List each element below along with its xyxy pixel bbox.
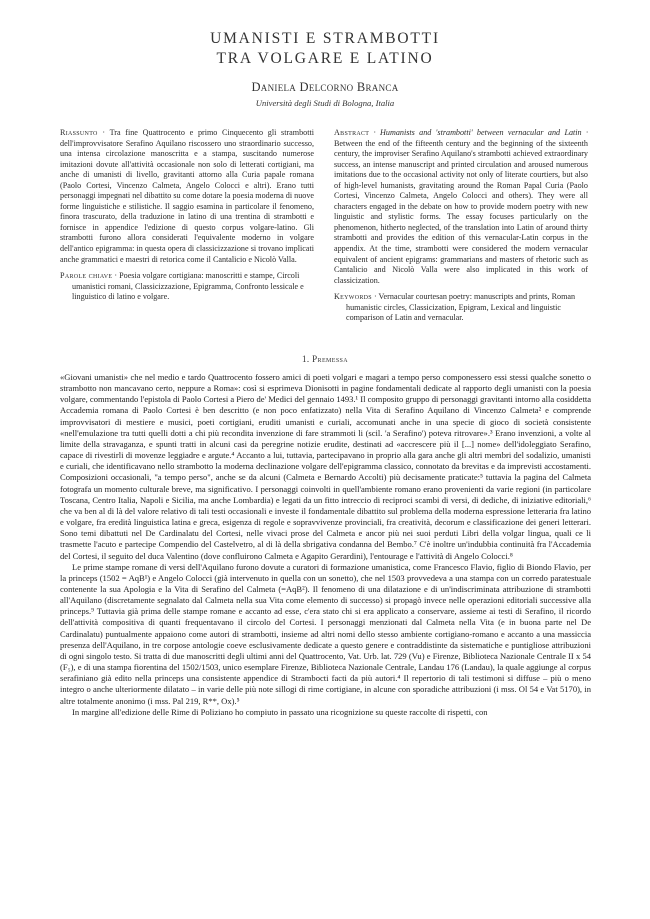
parole-chiave-label: Parole chiave bbox=[60, 271, 113, 281]
parole-chiave-paragraph bbox=[60, 271, 314, 303]
abstract-paragraph bbox=[334, 128, 588, 286]
keywords-text: · Vernacular courtesan poetry: manuscripts and prints, Roman humanistic circles, Classicization, Epigram, Lexical and linguistic comparison of Latin and vernacular. bbox=[346, 292, 576, 323]
body-paragraph-2: Le prime stampe romane di versi dell'Aquilano furono dovute a curatori di formazione umanistica, come Francesco Flavio, figlio di Biondo Flavio, per la princeps (1502 = AqB¹) e Angelo Colocci (già intervenuto in quella con un sonetto), che nel 1503 provvedeva a una stampa con un corredo paratestuale contenente la sua Apologia e la Vita di Serafino del Calmeta (=AqB²). Il fenomeno di una dilatazione e di un'indiscriminata attribuzione di strambotti all'Aquilano (discretamente segnalato dal Calmeta nella sua Vita come elemento di successo) si propagò invece nelle operazioni editoriali successive alla princeps.⁹ Tuttavia già prima delle stampe romane e accanto ad esse, c'era stato chi si era applicato a conservare, assieme ai testi di Serafino, il ricordo dell'attività compositiva di quanti frequentavano il circolo del Cortesi. I personaggi menzionati dal Calmeta nella Vita (e in buona parte nel De Cardinalatu) puntualmente appaiono come autori di strambotti, insieme ad altri nomi dello stesso ambiente cortigiano-romano e accanto a una massiccia presenza dell'Aquilano, in tre corpose antologie coeve esclusivamente dedicate a questo genere e contraddistinte da sistematiche e puntigliose attribuzioni di ogni singolo testo. Si tratta di due manoscritti degli ultimi anni del Quattrocento, Vat. Urb. lat. 729 (Vu) e Firenze, Biblioteca Nazionale Centrale II x 54 (F₅), e di una stampa fiorentina del 1502/1503, unico esemplare Firenze, Biblioteca Nazionale Centrale, Landau 176 (Landau), la quale aggiunge al corpus serafiniano già edito nella princeps una consistente appendice di Strambocti facti da più autori.⁴ Il repertorio di tali testimoni si diffuse – più o meno integro o anche ulteriormente dilatato – in varie delle più note sillogi di rime cortigiane, in alcune con sporadiche attribuzioni (i mss. Ol 54 e Vat 5170), in altre totalmente anonimo (i mss. Pal 219, R**, Ox).⁵ bbox=[60, 561, 591, 706]
abstract-english bbox=[334, 128, 588, 324]
keywords-paragraph bbox=[334, 292, 588, 324]
abstract-english-title: · Humanists and 'strambotti' between vernacular and Latin · bbox=[369, 128, 588, 137]
body-paragraph-1: «Giovani umanisti» che nel medio e tardo Quattrocento fossero amici di poeti volgari e magari a tempo perso componessero essi stessi qualche sonetto o strambotto non mancavano certo, neppure a Roma»: così si esprimeva Dionisotti in pagine fondamentali dedicate al rapporto degli umanisti con la poesia volgare, commentando l'epistola di Paolo Cortesi a Piero de' Medici del gennaio 1493.¹ Il composito gruppo di personaggi gravitanti intorno alla cosiddetta Accademia romana di Paolo Cortesi è ben descritto (e non poco enfatizzato) nella Vita di Serafino Aquilano di Vincenzo Calmeta² e comprende improvvisatori di mestiere e musici, poeti cortigiani, eruditi umanisti e curiali, accomunati anche in una specie di gioco di società consistente «nell'emulazione tra tutti quelli dotti a chi più recondita invenzione di fare strammoti li (scil. 'a Serafino') poteva ritrovare».³ Erano invenzioni, a volte al limite della stravaganza, e spunti tratti in alcuni casi da peregrine notizie erudite, destinati ad «accrescere più il [...] nome» dell'idoleggiato Serafino, capace di rivestirli di movenze leggiadre e argute.⁴ Accanto a lui, tuttavia, partecipavano in proprio alla gara anche gli altri membri del sodalizio, umanisti e curiali, che identificavano nello strambotto la moderna declinazione volgare dell'epigramma classico, connotato da brevitas e da imprevisti accostamenti. Composizioni occasionali, "a tempo perso", anche se da alcuni (Calmeta e Bernardo Accolti) più decisamente praticate:⁵ tuttavia la pagina del Calmeta fotografa un momento culturale breve, ma significativo. I personaggi coinvolti in quell'ambiente romano erano provenienti da varie regioni (in particolare Toscana, Centro Italia, Napoli e Sicilia, ma anche Lombardia) e legati da un fitto intreccio di reciproci scambi di versi, di dediche, di iniziative editoriali,⁶ che va ben al di là del valore relativo di tali testi occasionali e investe il fondamentale dibattito sul problema della moderna espressione letteraria fra latino e volgare, fra eredità linguistica latina e greca, esigenza di regole e sopravvivenze provinciali, fra creatività, decorum e classificazione dei generi letterari. Sono temi dibattuti nel De Cardinalatu del Cortesi, nelle vivaci prose del Calmeta e ancor più nei suoi perduti Libri della volgar lingua, quali ce li trasmette l'acuto e partecipe Compendio del Castelvetro, al di là della sbrigativa condanna del Bembo.⁷ C'è inoltre un'indubbia continuità fra l'Accademia del Cortesi, il seguito del duca Valentino (dove confluirono Calmeta e Agapito Gerardini), l'entourage e l'attività di Angelo Colocci.⁸ bbox=[60, 372, 591, 561]
body-paragraph-3: In margine all'edizione delle Rime di Poliziano ho compiuto in passato una ricognizione su queste raccolte di rispetti, con bbox=[72, 706, 488, 717]
section-heading: 1. Premessa bbox=[301, 354, 349, 364]
abstract-text: Between the end of the fifteenth century and the beginning of the sixteenth century, the improviser Serafino Aquilano's strambotti achieved extraordinary success, an intense manuscript and printed circulation and aroused numerous imitations due to the occasional activity not only of literate courtiers, but also of high-level humanists, gravitating around the Roman Papal Curia (Paolo Cortesi, Vincenzo Calmeta, Angelo Colocci and others). They were all characters engaged in the debate on how to provide modern poetry with new linguistic and stylistic forms. The essay focuses particularly on the phenomenon, hitherto neglected, of the translation into Latin of around thirty strambotti and provides the edition of this vernacular-Latin corpus in the appendix. At the time, strambotti were considered the modern vernacular equivalent of ancient epigrams: grammarians and masters of rhetoric such as Cantalicio and Nicolò Valla were also implicated in this work of classicization. bbox=[334, 138, 588, 285]
article-title-line-1: UMANISTI E STRAMBOTTI bbox=[210, 30, 440, 47]
riassunto-label: Riassunto bbox=[60, 128, 98, 137]
keywords-label: Keywords bbox=[334, 292, 372, 302]
article-title-line-2: TRA VOLGARE E LATINO bbox=[216, 50, 434, 67]
body-text bbox=[60, 372, 591, 718]
parole-chiave-text: · Poesia volgare cortigiana: manoscritti e stampe, Circoli umanistici romani, Classicizzazione, Epigramma, Confronto lessicale e linguistico di latino e volgare. bbox=[72, 271, 304, 302]
author-name: Daniela Delcorno Branca bbox=[251, 80, 399, 94]
abstract-italian bbox=[60, 128, 314, 303]
riassunto-paragraph bbox=[60, 128, 314, 265]
author-affiliation: Università degli Studi di Bologna, Italia bbox=[255, 98, 395, 108]
abstract-label: Abstract bbox=[334, 128, 370, 137]
riassunto-text: · Tra fine Quattrocento e primo Cinquecento gli strambotti dell'improvvisatore Serafino Aquilano riscossero uno straordinario successo, una intensa circolazione manoscritta e a stampa, suscitando numerose imitazioni dovute all'attività occasionale non solo di letterati cortigiani, ma anche di umanisti di livello, gravitanti attorno alla Curia papale romana (Paolo Cortesi, Vincenzo Calmeta, Angelo Colocci e altri). Erano tutti personaggi impegnati nel dibattito su come dotare la poesia moderna di nuove forme linguistiche e stilistiche. Il saggio esamina in particolare il fenomeno, finora trascurato, della traduzione in latino di una trentina di strambotti e fornisce in appendice l'edizione di questo corpus volgare-latino. Gli strambotti furono allora considerati l'equivalente moderno in volgare dell'antico epigramma: in questa opera di classicizzazione si trovano implicati anche grammatici e maestri di retorica come il Cantalicio e Nicolò Valla. bbox=[60, 128, 314, 264]
